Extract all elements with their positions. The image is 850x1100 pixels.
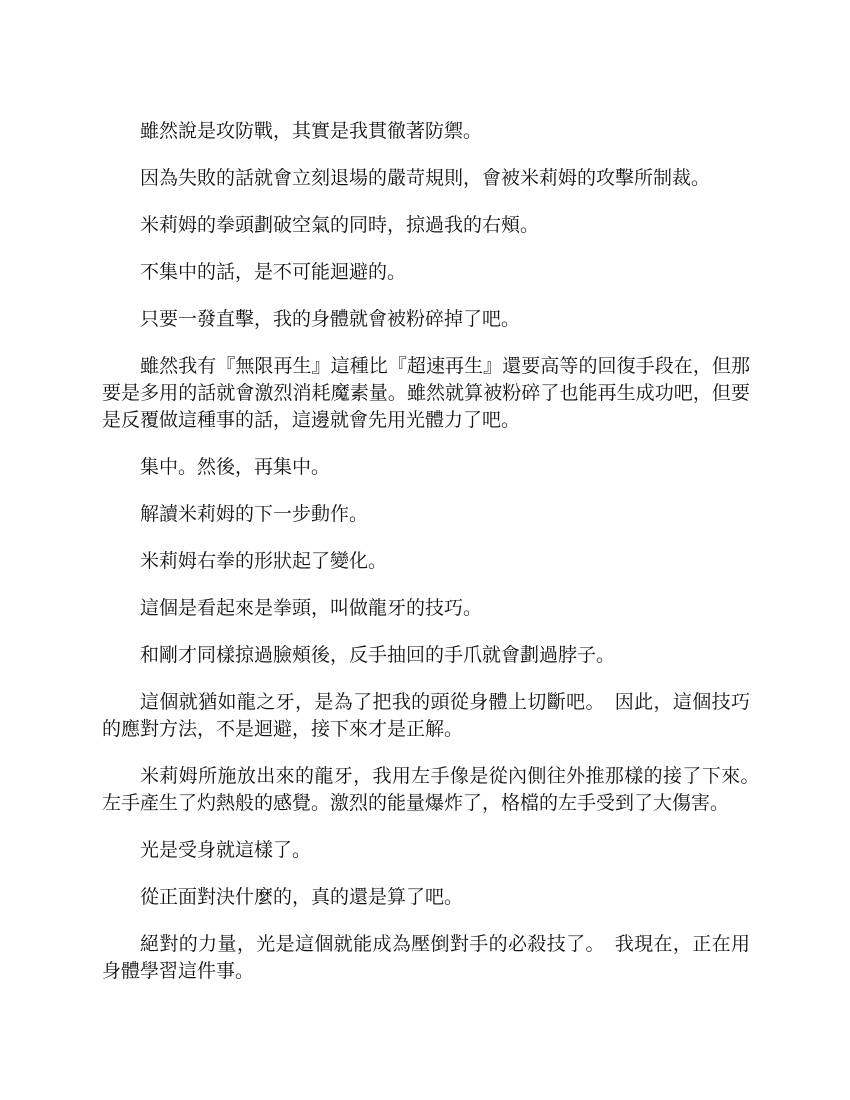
paragraph: 和剛才同樣掠過臉頰後，反手抽回的手爪就會劃過脖子。 [140,644,616,666]
body-text [102,118,770,1005]
paragraph: 絕對的力量，光是這個就能成為壓倒對手的必殺技了。 我現在，正在用身體學習這件事。 [102,933,750,982]
paragraph: 從正面對決什麼的，真的還是算了吧。 [140,886,464,908]
paragraph: 雖然我有『無限再生』這種比『超速再生』還要高等的回復手段在，但那要是多用的話就會激烈消耗魔素量。雖然就算被粉碎了也能再生成功吧，但要是反覆做這種事的話，這邊就會先用光體力了吧。 [102,355,750,431]
paragraph: 光是受身就這樣了。 [140,839,312,861]
paragraph: 這個就猶如龍之牙，是為了把我的頭從身體上切斷吧。 因此，這個技巧的應對方法，不是迴避，接下來才是正解。 [102,691,750,740]
paragraph: 雖然說是攻防戰，其實是我貫徹著防禦。 [140,120,483,142]
paragraph: 只要一發直擊，我的身體就會被粉碎掉了吧。 [140,308,521,330]
paragraph: 米莉姆右拳的形狀起了變化。 [140,550,388,572]
paragraph: 不集中的話，是不可能迴避的。 [140,261,407,283]
paragraph: 米莉姆的拳頭劃破空氣的同時，掠過我的右頰。 [140,214,540,236]
paragraph: 米莉姆所施放出來的龍牙，我用左手像是從內側往外推那樣的接了下來。 左手產生了灼熱般的感覺。激烈的能量爆炸了，格檔的左手受到了大傷害。 [102,765,770,814]
paragraph: 因為失敗的話就會立刻退場的嚴苛規則，會被米莉姆的攻擊所制裁。 [140,167,711,189]
paragraph: 集中。然後，再集中。 [140,456,331,478]
paragraph: 這個是看起來是拳頭，叫做龍牙的技巧。 [140,597,483,619]
paragraph: 解讀米莉姆的下一步動作。 [140,503,369,525]
